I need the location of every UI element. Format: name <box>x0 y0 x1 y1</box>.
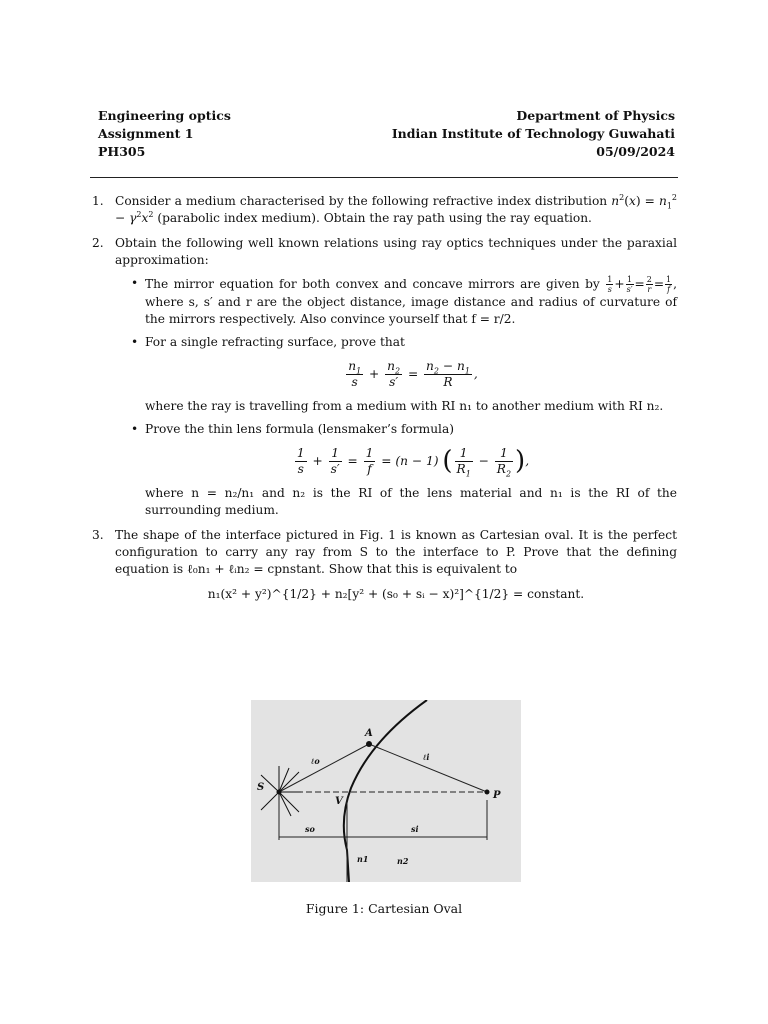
lensmaker-equation: $\frac{1}{s}$ + $\frac{1}{s'}$ = $\frac{1}{f}$ = (n − 1) ( $\frac{1}{R_1}$ − $\frac{1}{R_2}$ ), <box>296 446 530 479</box>
department: Department of Physics <box>516 108 675 123</box>
question-1-text-b: (parabolic index medium). Obtain the ray path using the ray equation. <box>157 211 592 225</box>
bullet-2-text-b: where the ray is travelling from a medium with RI n₁ to another medium with RI n₂. <box>145 399 664 413</box>
index-formula: $n^2(x) = n_1^2 - \gamma^2x^2$ <box>115 192 678 225</box>
refraction-equation: $\frac{n_1}{s}$ + $\frac{n_2}{s'}$ = $\frac{n_2 - n_1}{R}$ , <box>348 359 478 389</box>
label-p: P <box>493 790 501 801</box>
question-number: 1. <box>92 194 104 208</box>
cartesian-oval-figure <box>251 700 521 882</box>
label-so: so <box>305 824 315 834</box>
header-left <box>98 107 231 161</box>
bullet-1-text-a: The mirror equation for both convex and concave mirrors are given by <box>145 277 600 291</box>
bullet-1-text-b: where s, s′ and r are the object distance, image distance and radius of curvature of the mirrors respectively. Also convince yourself that f = r/2. <box>145 295 677 326</box>
label-a: A <box>365 728 373 739</box>
label-si: si <box>411 824 419 834</box>
bullet-2-text-a: For a single refracting surface, prove that <box>145 335 405 349</box>
label-v: V <box>335 796 343 807</box>
label-n2: n2 <box>397 856 409 866</box>
question-2-intro: Obtain the following well known relations using ray optics techniques under the paraxial approximation: <box>115 236 677 267</box>
label-n1: n1 <box>357 854 369 864</box>
course-code: PH305 <box>98 144 146 159</box>
assignment-title: Assignment 1 <box>98 126 194 141</box>
assignment-body <box>92 193 677 611</box>
bullet-mirror-equation <box>115 275 677 328</box>
header-divider <box>90 177 678 178</box>
question-2 <box>92 235 677 519</box>
figure-background <box>251 700 521 882</box>
bullet-3-text-a: Prove the thin lens formula (lensmaker’s formula) <box>145 422 454 436</box>
mirror-equation: $\frac{1}{s}$ + $\frac{1}{s'}$ = $\frac{2}{r}$ = $\frac{1}{f}$ , <box>607 275 678 294</box>
question-number: 2. <box>92 236 104 250</box>
point-a <box>366 741 372 747</box>
question-1 <box>92 193 677 227</box>
label-s: S <box>257 782 265 793</box>
bullet-3-text-b: where n = n₂/n₁ and n₂ is the RI of the lens material and n₁ is the RI of the surrounding medium. <box>145 486 677 517</box>
figure-caption: Figure 1: Cartesian Oval <box>305 901 463 916</box>
question-1-text-a: Consider a medium characterised by the following refractive index distribution <box>115 194 608 208</box>
bullet-thin-lens <box>115 421 677 519</box>
bullet-icon: • <box>131 422 139 436</box>
question-3-text: The shape of the interface pictured in Fig. 1 is known as Cartesian oval. It is the perfect configuration to carry any ray from S to the interface to P. Prove that the defining equation is ℓ₀n₁ + ℓᵢn₂ = cpnstant. Show that this is equivalent to <box>115 528 677 576</box>
point-p <box>485 790 490 795</box>
date: 05/09/2024 <box>596 144 675 159</box>
bullet-icon: • <box>131 335 139 349</box>
label-lo: ℓo <box>311 756 320 766</box>
course-title: Engineering optics <box>98 108 231 123</box>
bullet-icon: • <box>131 276 139 290</box>
cartesian-oval-equation: n₁(x² + y²)^{1/2} + n₂[y² + (s₀ + sᵢ − x)²]^{1/2} = constant. <box>207 587 585 601</box>
cartesian-oval-diagram <box>251 700 521 882</box>
question-number: 3. <box>92 528 104 542</box>
header-right <box>392 107 675 161</box>
institute: Indian Institute of Technology Guwahati <box>391 126 675 141</box>
question-3 <box>92 527 677 603</box>
label-li: ℓi <box>423 752 430 762</box>
bullet-refracting-surface <box>115 334 677 415</box>
